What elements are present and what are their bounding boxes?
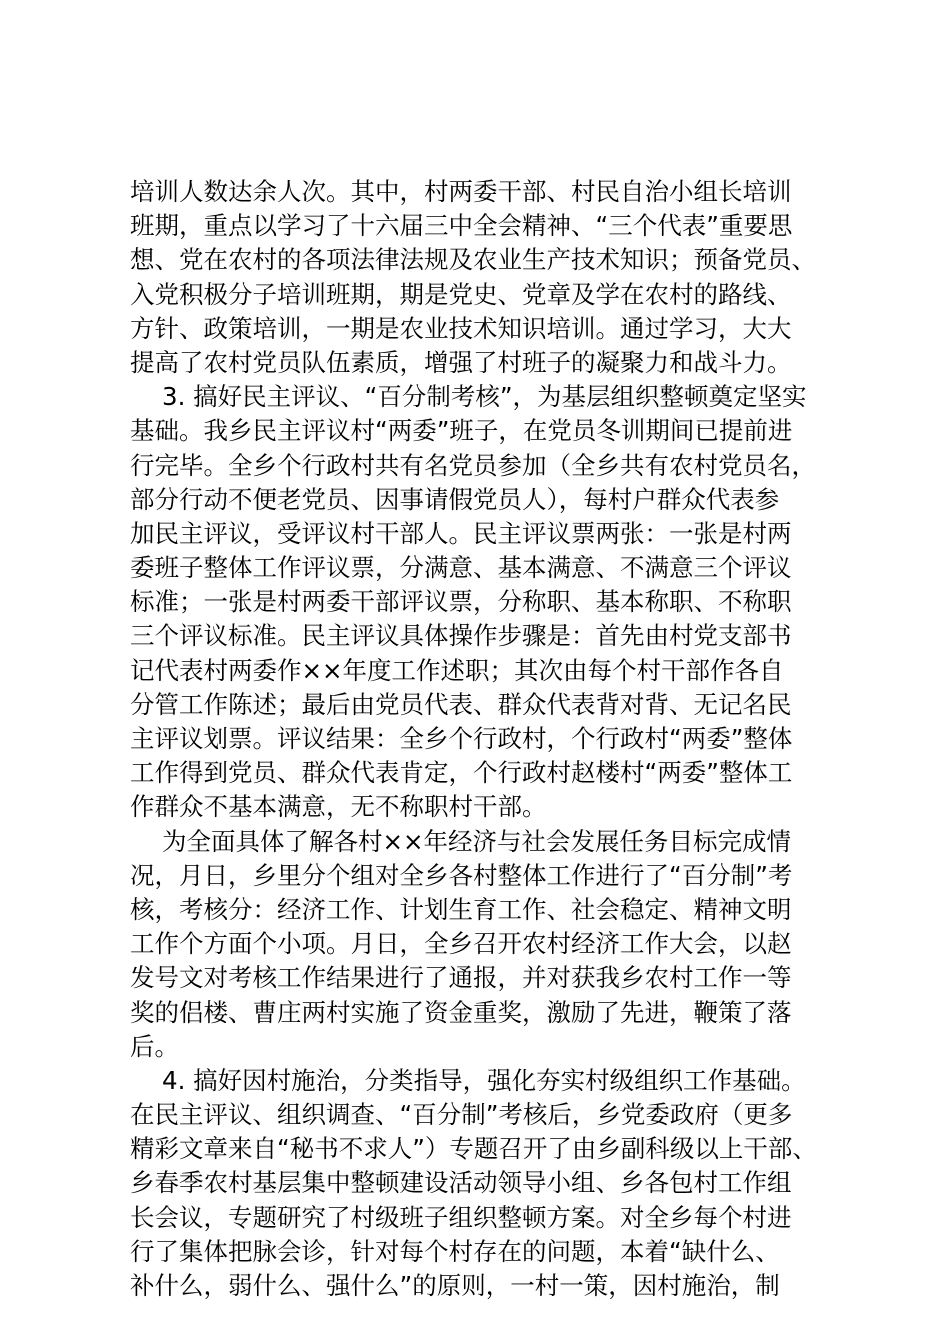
- text-line: 核，考核分：经济工作、计划生育工作、社会稳定、精神文明: [130, 894, 792, 924]
- text-line: 乡春季农村基层集中整顿建设活动领导小组、乡各包村工作组: [130, 1168, 792, 1198]
- text-line: 基础。我乡民主评议村“两委”班子，在党员冬训期间已提前进: [130, 416, 793, 446]
- text-line: 加民主评议，受评议村干部人。民主评议票两张：一张是村两: [130, 518, 792, 548]
- text-line: 奖的侣楼、曹庄两村实施了资金重奖，激励了先进，鞭策了落: [130, 997, 792, 1027]
- paragraph-first-line: 为全面具体了解各村××年经济与社会发展任务目标完成情: [162, 826, 792, 856]
- paragraph-first-line: 4. 搞好因村施治，分类指导，强化夯实村级组织工作基础。: [162, 1065, 806, 1095]
- text-line: 培训人数达余人次。其中，村两委干部、村民自治小组长培训: [130, 177, 792, 206]
- text-line: 提高了农村党员队伍素质，增强了村班子的凝聚力和战斗力。: [130, 347, 792, 377]
- text-line: 班期，重点以学习了十六届三中全会精神、“三个代表”重要思: [130, 211, 793, 241]
- text-line: 行了集体把脉会诊，针对每个村存在的问题，本着“缺什么、: [130, 1236, 780, 1266]
- paragraph-first-line: 3. 搞好民主评议、“百分制考核”，为基层组织整顿奠定坚实: [162, 382, 807, 412]
- text-line: 工作个方面个小项。月日，全乡召开农村经济工作大会，以赵: [130, 929, 792, 959]
- text-line: 作群众不基本满意，无不称职村干部。: [130, 792, 547, 822]
- text-line: 入党积极分子培训班期，期是党史、党章及学在农村的路线、: [130, 279, 792, 309]
- text-line: 分管工作陈述；最后由党员代表、群众代表背对背、无记名民: [130, 689, 792, 719]
- text-line: 主评议划票。评议结果：全乡个行政村，个行政村“两委”整体: [130, 724, 793, 753]
- text-line: 补什么，弱什么、强什么”的原则，一村一策，因村施治，制: [130, 1271, 780, 1300]
- text-line: 委班子整体工作评议票，分满意、基本满意、不满意三个评议: [130, 553, 792, 583]
- text-line: 工作得到党员、群众代表肯定，个行政村赵楼村“两委”整体工: [130, 758, 793, 788]
- text-line: 长会议，专题研究了村级班子组织整顿方案。对全乡每个村进: [130, 1202, 792, 1232]
- text-line: 在民主评议、组织调查、“百分制”考核后，乡党委政府（更多: [130, 1100, 793, 1130]
- document-body: [130, 175, 850, 1303]
- text-line: 况，月日，乡里分个组对全乡各村整体工作进行了“百分制”考: [130, 860, 793, 890]
- text-line: 想、党在农村的各项法律法规及农业生产技术知识；预备党员、: [130, 245, 816, 275]
- text-line: 后。: [130, 1031, 179, 1061]
- text-line: 发号文对考核工作结果进行了通报，并对获我乡农村工作一等: [130, 963, 792, 993]
- text-line: 精彩文章来自“秘书不求人”）专题召开了由乡副科级以上干部、: [130, 1134, 817, 1164]
- text-line: 行完毕。全乡个行政村共有名党员参加（全乡共有农村党员名，: [130, 450, 816, 480]
- text-line: 三个评议标准。民主评议具体操作步骤是：首先由村党支部书: [130, 621, 792, 651]
- text-line: 记代表村两委作××年度工作述职；其次由每个村干部作各自: [130, 655, 784, 685]
- text-line: 部分行动不便老党员、因事请假党员人），每村户群众代表参: [130, 484, 780, 514]
- text-line: 标准；一张是村两委干部评议票，分称职、基本称职、不称职: [130, 587, 792, 617]
- text-line: 方针、政策培训，一期是农业技术知识培训。通过学习，大大: [130, 313, 792, 343]
